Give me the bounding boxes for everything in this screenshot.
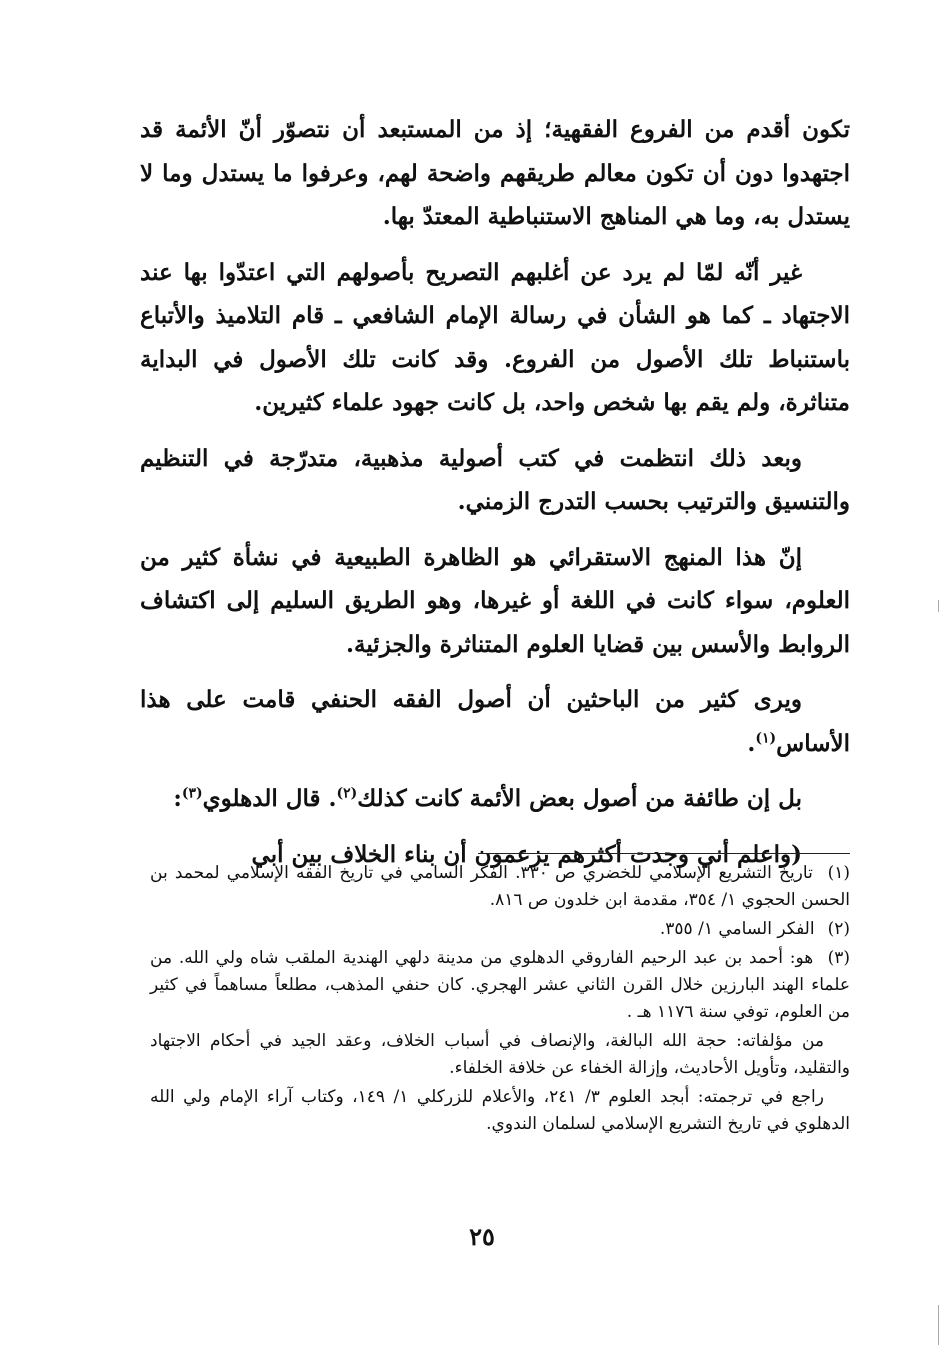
main-text — [140, 108, 850, 888]
footnote-2-number: (٢) — [827, 919, 850, 939]
paragraph-2: غير أنّه لمّا لم يرد عن أغلبهم التصريح بأصولهم التي اعتدّوا بها عند الاجتهاد ـ كما هو الشأن في رسالة الإمام الشافعي ـ قام التلاميذ والأتباع باستنباط تلك الأصول من الفروع. وقد كانت تلك الأصول في البداية متناثرة، ولم يقم بها شخص واحد، بل كانت جهود علماء كثيرين. — [140, 258, 850, 416]
footnote-ref-1[interactable]: (١) — [755, 729, 777, 746]
paragraph-1: تكون أقدم من الفروع الفقهية؛ إذ من المستبعد أن نتصوّر أنّ الأئمة قد اجتهدوا دون أن تكون معالم طريقهم واضحة لهم، وعرفوا ما يستدل وما لا يستدل به، وما هي المناهج الاستنباطية المعتدّ بها. — [140, 116, 850, 230]
footnote-1-number: (١) — [827, 863, 850, 883]
paragraph-5-text: ويرى كثير من الباحثين أن أصول الفقه الحنفي قامت على هذا الأساس — [140, 686, 850, 757]
paragraph-6-text-b: . قال الدهلوي — [202, 785, 337, 812]
footnote-2-text: الفكر السامي ١/ ٣٥٥. — [659, 919, 815, 939]
paragraph-4: إنّ هذا المنهج الاستقرائي هو الظاهرة الطبيعية في نشأة كثير من العلوم، سواء كانت في اللغة أو غيرها، وهو الطريق السليم إلى اكتشاف الروابط والأسس بين قضايا العلوم المتناثرة والجزئية. — [140, 543, 850, 658]
paragraph-7: (واعلم أني وجدت أكثرهم يزعمون أن بناء الخلاف بين أبي — [251, 840, 802, 868]
footnote-3-works: من مؤلفاته: حجة الله البالغة، والإنصاف في أسباب الخلاف، وعقد الجيد في أحكام الاجتهاد والتقليد، وتأويل الأحاديث، وإزالة الخفاء عن خلافة الخلفاء. — [150, 1031, 850, 1078]
footnote-3-text: هو: أحمد بن عبد الرحيم الفاروقي الدهلوي من مدينة دلهي الهندية الملقب شاه ولي الله. من علماء الهند البارزين خلال القرن الثاني عشر الهجري. كان حنفي المذهب، مطلعاً مساهماً في كثير من العلوم، توفي سنة ١١٧٦ هـ . — [150, 948, 850, 1022]
footnotes-section — [150, 860, 850, 1140]
footnote-separator — [478, 853, 850, 854]
scan-edge-mark — [938, 1305, 939, 1345]
footnote-1 — [150, 860, 850, 914]
scan-edge-mark — [938, 600, 939, 612]
page-number: ٢٥ — [469, 1222, 495, 1251]
footnote-3 — [150, 945, 850, 1026]
paragraph-5-end: . — [747, 729, 756, 757]
paragraph-5 — [140, 678, 850, 765]
footnote-1-text: تاريخ التشريع الإسلامي للخضري ص ٣٣٠. الفكر السامي في تاريخ الفقه الإسلامي لمحمد بن الحسن الحجوي ١/ ٣٥٤، مقدمة ابن خلدون ص ٨١٦. — [150, 863, 850, 910]
paragraph-3: وبعد ذلك انتظمت في كتب أصولية مذهبية، متدرّجة في التنظيم والتنسيق والترتيب بحسب التدرج الزمني. — [140, 444, 850, 515]
paragraph-6-end: : — [173, 785, 182, 812]
paragraph-6-text-a: بل إن طائفة من أصول بعض الأئمة كانت كذلك — [357, 785, 802, 812]
footnote-3-number: (٣) — [827, 948, 850, 968]
footnote-ref-3[interactable]: (٣) — [181, 785, 203, 802]
footnote-ref-2[interactable]: (٢) — [336, 785, 358, 802]
footnote-2 — [150, 916, 850, 943]
paragraph-6 — [140, 777, 850, 821]
footnote-3-references: راجع في ترجمته: أبجد العلوم ٣/ ٢٤١، والأعلام للزركلي ١/ ١٤٩، وكتاب آراء الإمام ولي الله الدهلوي في تاريخ التشريع الإسلامي لسلمان الندوي. — [150, 1087, 850, 1134]
